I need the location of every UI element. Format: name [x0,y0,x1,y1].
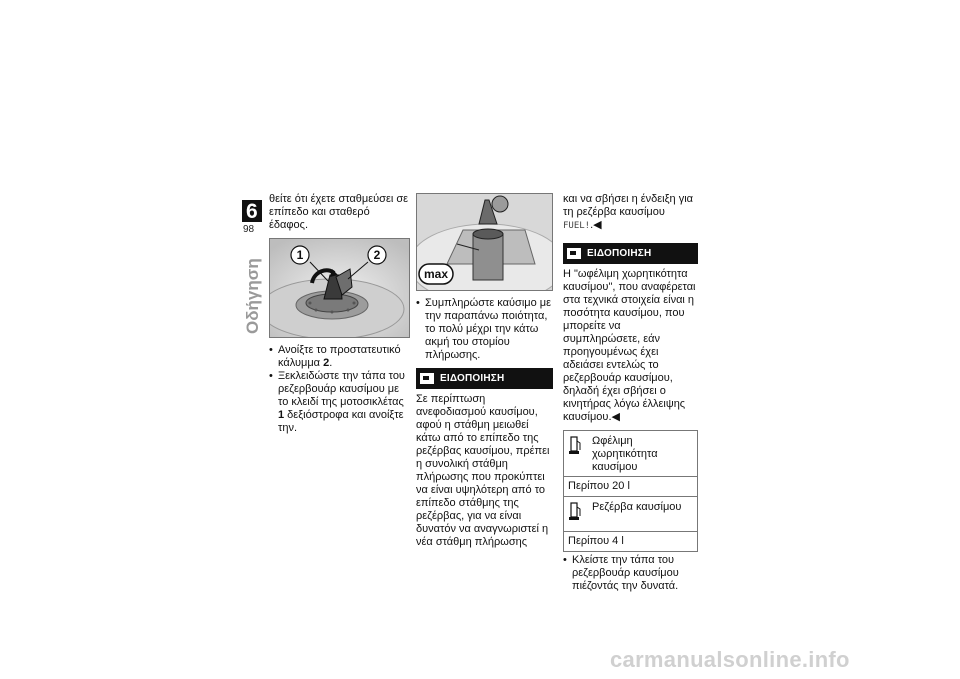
col1-bullets [269,344,409,435]
bullet-open-cover: • Ανοίξτε το προστατευτικό κάλυμμα 2. [269,344,409,370]
intro-text: θείτε ότι έχετε σταθμεύσει σε επίπεδο και σταθερό έδαφος. [269,193,409,231]
warning-header [563,243,698,264]
fuel-capacity-table [563,430,698,552]
table-row [564,496,697,531]
col2-bullets [416,297,553,362]
column-2 [416,193,553,549]
bullet-unlock-cap: • Ξεκλειδώστε την τάπα του ρεζερβουάρ καυσίμου με το κλειδί της μοτοσικλέτας 1 δεξιόστροφα και ανοίξτε την. [269,370,409,435]
notice-icon [567,248,581,259]
fuel-indicator-code: FUEL! [563,221,591,231]
warning-title: ΕΙΔΟΠΟΙΗΣΗ [587,248,652,259]
watermark: carmanualsonline.info [610,647,850,672]
page-number: 98 [243,224,255,235]
column-3 [563,193,698,593]
column-1 [269,193,409,435]
callout-1: 1 [296,248,304,262]
warning-text: Η "ωφέλιμη χωρητικότητα καυσίμου", που αναφέρεται στα τεχνικά στοιχεία είναι η ποσότητα καυσίμου, που μπορείτε να συμπληρώσετε, εάν προηγουμένως έχει αδειάσει εντελώς το ρεζερβουάρ καυσίμου, δηλαδή έχει σβήσει ο κινητήρας λόγω έλλειψης καυσίμου.◀ [563,268,696,423]
fuel-cap-illustration [270,239,409,337]
table-label: Ωφέλιμη χωρητικότητα καυσίμου [592,435,658,473]
section-title: Οδήγηση [243,258,262,334]
table-value: Περίπου 4 l [564,531,697,551]
callout-2: 2 [373,248,381,262]
max-label: max [423,267,449,281]
table-row [564,431,697,476]
fuel-cap-figure [269,238,410,338]
filler-neck-figure [416,193,553,291]
col3-bullets [563,554,698,593]
fuel-pump-icon [568,435,586,474]
bullet-refuel: • Συμπληρώστε καύσιμο με την παραπάνω ποιότητα, το πολύ μέχρι την κάτω ακμή του στομίου πλήρωσης. [416,297,553,362]
chapter-number: 6 [246,200,258,223]
filler-neck-illustration [417,194,552,290]
fuel-pump-icon [568,501,586,529]
warning-text: Σε περίπτωση ανεφοδιασμού καυσίμου, αφού η στάθμη μειωθεί κάτω από το επίπεδο της ρεζέρβας καυσίμου, πρέπει η συνολική στάθμη πλήρωσης που προκύπτει να είναι υψηλότερη από το επίπεδο στάθμης της ρεζέρβας, για να είναι δυνατόν να αναγνωριστεί η νέα στάθμη πλήρωσης [416,393,550,548]
table-label: Ρεζέρβα καυσίμου [592,501,682,513]
bullet-close-cap: • Κλείστε την τάπα του ρεζερβουάρ καυσίμου πιέζοντάς την δυνατά. [563,554,698,593]
notice-icon [420,373,434,384]
warning-title: ΕΙΔΟΠΟΙΗΣΗ [440,373,505,384]
warning-header [416,368,553,389]
table-value: Περίπου 20 l [564,476,697,496]
continued-text: και να σβήσει η ένδειξη για τη ρεζέρβα καυσίμου FUEL!.◀ [563,193,694,231]
